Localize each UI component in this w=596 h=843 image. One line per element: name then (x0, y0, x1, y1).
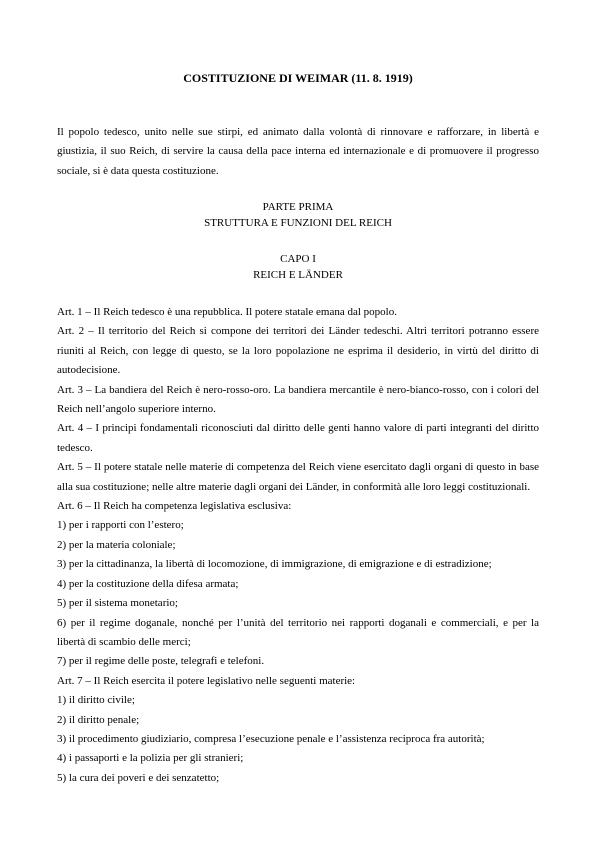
article-7-item-5: 5) la cura dei poveri e dei senzatetto; (57, 771, 220, 784)
part-title: STRUTTURA E FUNZIONI DEL REICH (204, 217, 392, 229)
articles-section (57, 303, 539, 788)
article-4: Art. 4 – I principi fondamentali riconosciuti dal diritto delle genti hanno valore di parti integranti del diritto tedesco. (57, 422, 539, 454)
document-title: COSTITUZIONE DI WEIMAR (11. 8. 1919) (183, 71, 413, 85)
preamble-paragraph: Il popolo tedesco, unito nelle sue stirpi, ed animato dalla volontà di rinnovare e rafforzare, in libertà e giustizia, il suo Reich, di servire la causa della pace interna ed internazionale e di promuovere il progresso sociale, si è data questa costituzione. (57, 126, 539, 177)
article-7-item-2: 2) il diritto penale; (57, 713, 140, 726)
article-7-item-1: 1) il diritto civile; (57, 694, 135, 707)
article-6: Art. 6 – Il Reich ha competenza legislativa esclusiva: (57, 500, 292, 513)
article-5: Art. 5 – Il potere statale nelle materie di competenza del Reich viene esercitato dagli organi di questo in base alla sua costituzione; nelle altre materie dagli organi dei Länder, in conformità alle loro leggi costituzionali. (57, 461, 539, 493)
article-2: Art. 2 – Il territorio del Reich si compone dei territori dei Länder tedeschi. Altri territori potranno essere riuniti al Reich, con legge di questo, se la loro popolazione ne esprima il desiderio, in virtù del diritto di autodecisione. (57, 325, 539, 377)
article-6-item-6: 6) per il regime doganale, nonché per l’unità del territorio nei rapporti doganali e commerciali, e per la libertà di scambio delle merci; (57, 616, 539, 648)
article-6-item-5: 5) per il sistema monetario; (57, 597, 178, 610)
article-6-item-2: 2) per la materia coloniale; (57, 538, 176, 551)
chapter-number: CAPO I (280, 253, 316, 265)
article-7: Art. 7 – Il Reich esercita il potere legislativo nelle seguenti materie: (57, 674, 356, 687)
article-6-item-7: 7) per il regime delle poste, telegrafi e telefoni. (57, 655, 265, 668)
article-3: Art. 3 – La bandiera del Reich è nero-rosso-oro. La bandiera mercantile è nero-bianco-rosso, con i colori del Reich nell’angolo superiore interno. (57, 383, 539, 416)
part-number: PARTE PRIMA (262, 201, 334, 213)
article-6-item-3: 3) per la cittadinanza, la libertà di locomozione, di immigrazione, di emigrazione e di estradizione; (57, 558, 492, 571)
article-6-item-4: 4) per la costituzione della difesa armata; (57, 577, 239, 590)
article-7-item-3: 3) il procedimento giudiziario, compresa l’esecuzione penale e l’assistenza reciproca fra autorità; (57, 732, 485, 745)
article-6-item-1: 1) per i rapporti con l’estero; (57, 519, 184, 532)
article-7-item-4: 4) i passaporti e la polizia per gli stranieri; (57, 752, 244, 765)
chapter-title: REICH E LÄNDER (253, 269, 343, 281)
article-1: Art. 1 – Il Reich tedesco è una repubblica. Il potere statale emana dal popolo. (57, 306, 397, 318)
